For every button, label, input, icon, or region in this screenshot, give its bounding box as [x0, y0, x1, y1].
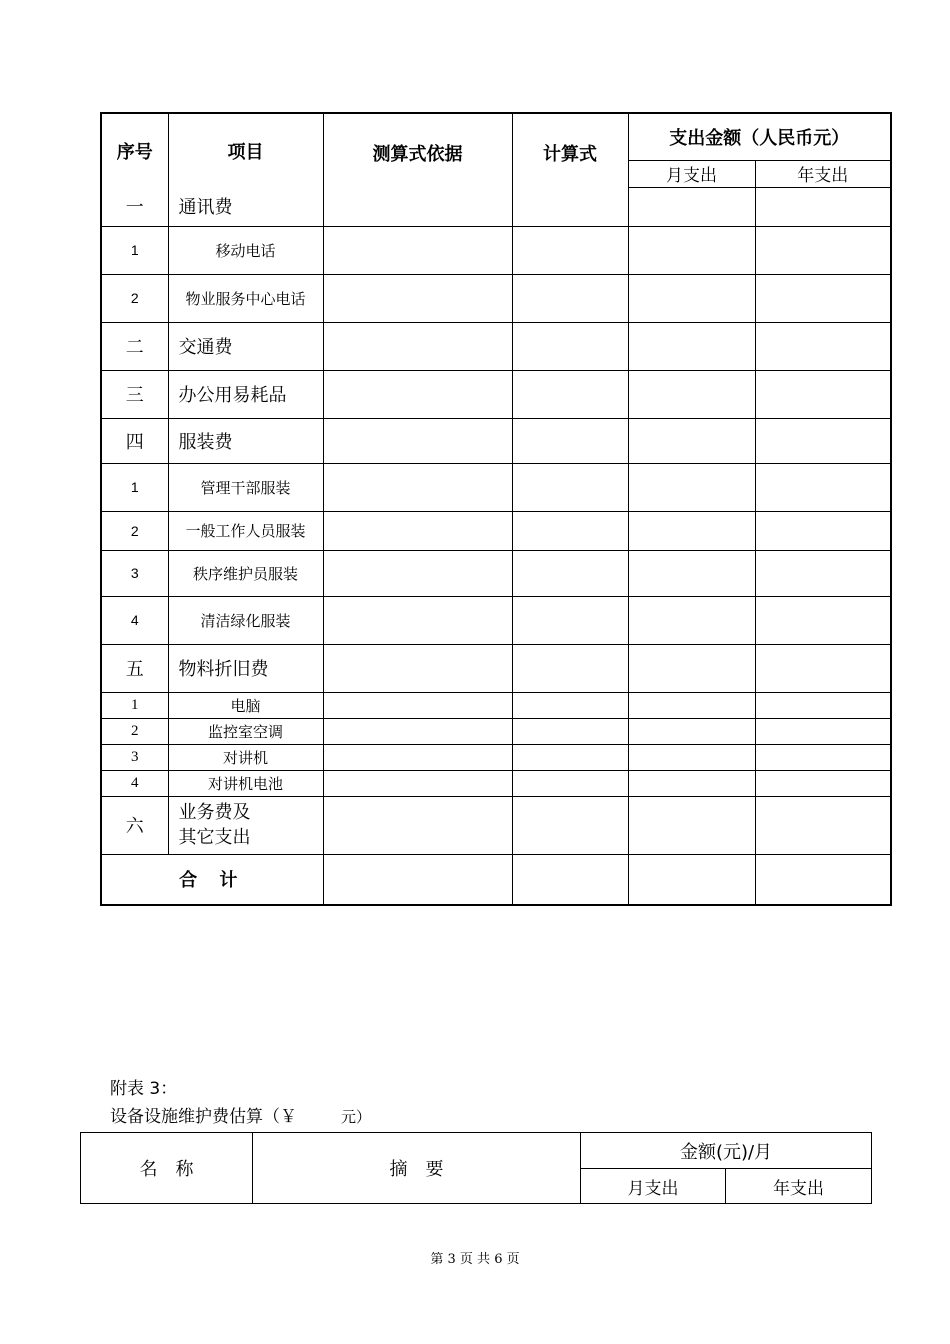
cell-basis	[323, 596, 512, 644]
cell-monthly	[628, 744, 755, 770]
cell-formula	[512, 718, 628, 744]
cell-formula	[512, 322, 628, 370]
cell-formula	[512, 744, 628, 770]
total-label: 合 计	[101, 854, 323, 905]
row-num: 六	[101, 796, 168, 854]
appendix-subtitle-text: 设备设施维护费估算（￥	[110, 1107, 297, 1127]
row-label: 对讲机电池	[168, 770, 323, 796]
cell-formula	[512, 274, 628, 322]
header-amount-group: 支出金额（人民币元）	[628, 113, 891, 160]
row-num: 1	[101, 692, 168, 718]
cell-basis	[323, 796, 512, 854]
appendix-subtitle-unit: 元）	[341, 1108, 372, 1126]
cell-monthly	[628, 770, 755, 796]
total-basis	[323, 854, 512, 905]
row-label: 管理干部服装	[168, 463, 323, 511]
row-num: 2	[101, 718, 168, 744]
header-yearly: 年支出	[726, 1169, 872, 1204]
cell-formula	[512, 511, 628, 550]
header-summary: 摘 要	[253, 1133, 581, 1204]
row-label-line1: 业务费及	[178, 802, 251, 823]
row-num: 3	[101, 744, 168, 770]
cell-monthly	[628, 596, 755, 644]
cell-yearly	[755, 370, 891, 418]
header-monthly: 月支出	[628, 160, 755, 187]
row-num: 五	[101, 644, 168, 692]
appendix-title: 附表 3：	[110, 1079, 178, 1099]
row-label: 服装费	[168, 418, 323, 463]
row-num: 4	[101, 596, 168, 644]
row-label: 物业服务中心电话	[168, 274, 323, 322]
cell-monthly	[628, 511, 755, 550]
cell-monthly	[628, 644, 755, 692]
cell-formula	[512, 226, 628, 274]
row-num: 4	[101, 770, 168, 796]
cell-yearly	[755, 718, 891, 744]
cell-monthly	[628, 274, 755, 322]
header-yearly: 年支出	[755, 160, 891, 187]
cell-yearly	[755, 511, 891, 550]
cell-yearly	[755, 187, 891, 226]
cell-yearly	[755, 226, 891, 274]
cell-yearly	[755, 322, 891, 370]
row-label: 一般工作人员服装	[168, 511, 323, 550]
cell-yearly	[755, 770, 891, 796]
row-label	[168, 796, 323, 854]
cell-formula	[512, 370, 628, 418]
maintenance-table	[80, 1132, 872, 1204]
row-num: 2	[101, 274, 168, 322]
cell-monthly	[628, 187, 755, 226]
row-num: 3	[101, 550, 168, 596]
row-num: 三	[101, 370, 168, 418]
row-num: 四	[101, 418, 168, 463]
cell-formula	[512, 770, 628, 796]
row-num: 2	[101, 511, 168, 550]
cell-basis	[323, 744, 512, 770]
row-label: 物料折旧费	[168, 644, 323, 692]
cell-yearly	[755, 692, 891, 718]
cell-yearly	[755, 596, 891, 644]
cell-yearly	[755, 796, 891, 854]
cell-yearly	[755, 550, 891, 596]
cell-monthly	[628, 796, 755, 854]
header-name: 名 称	[81, 1133, 253, 1204]
cell-basis	[323, 644, 512, 692]
cell-formula	[512, 596, 628, 644]
cell-monthly	[628, 418, 755, 463]
cell-yearly	[755, 463, 891, 511]
header-item: 项目	[168, 113, 323, 187]
cell-monthly	[628, 370, 755, 418]
cell-monthly	[628, 718, 755, 744]
cell-basis	[323, 370, 512, 418]
cell-yearly	[755, 744, 891, 770]
cell-basis	[323, 511, 512, 550]
row-num: 二	[101, 322, 168, 370]
cell-basis	[323, 226, 512, 274]
cell-formula	[512, 418, 628, 463]
row-label: 移动电话	[168, 226, 323, 274]
header-formula: 计算式	[512, 113, 628, 226]
cell-basis	[323, 770, 512, 796]
cell-formula	[512, 550, 628, 596]
cell-basis	[323, 418, 512, 463]
cell-monthly	[628, 322, 755, 370]
cell-formula	[512, 796, 628, 854]
cell-basis	[323, 322, 512, 370]
total-yearly	[755, 854, 891, 905]
appendix-subtitle	[110, 1102, 371, 1127]
cell-yearly	[755, 274, 891, 322]
header-monthly: 月支出	[581, 1169, 726, 1204]
row-label: 对讲机	[168, 744, 323, 770]
header-seq: 序号	[101, 113, 168, 187]
cell-basis	[323, 463, 512, 511]
cell-basis	[323, 718, 512, 744]
cell-basis	[323, 274, 512, 322]
cell-monthly	[628, 463, 755, 511]
cell-yearly	[755, 644, 891, 692]
row-label-line2: 其它支出	[178, 827, 251, 848]
page-footer: 第 3 页 共 6 页	[430, 1252, 520, 1267]
row-label: 交通费	[168, 322, 323, 370]
expense-table	[100, 112, 892, 906]
row-label: 监控室空调	[168, 718, 323, 744]
total-formula	[512, 854, 628, 905]
row-label: 办公用易耗品	[168, 370, 323, 418]
row-num: 1	[101, 226, 168, 274]
total-monthly	[628, 854, 755, 905]
row-num: 一	[101, 187, 168, 226]
cell-basis	[323, 692, 512, 718]
row-label: 电脑	[168, 692, 323, 718]
cell-monthly	[628, 550, 755, 596]
cell-formula	[512, 644, 628, 692]
cell-formula	[512, 692, 628, 718]
cell-monthly	[628, 226, 755, 274]
cell-formula	[512, 463, 628, 511]
cell-basis	[323, 550, 512, 596]
row-label: 秩序维护员服装	[168, 550, 323, 596]
row-label: 通讯费	[168, 187, 323, 226]
row-label: 清洁绿化服装	[168, 596, 323, 644]
cell-yearly	[755, 418, 891, 463]
row-num: 1	[101, 463, 168, 511]
header-basis: 测算式依据	[323, 113, 512, 226]
cell-monthly	[628, 692, 755, 718]
header-amount-group: 金额(元)/月	[581, 1133, 872, 1169]
